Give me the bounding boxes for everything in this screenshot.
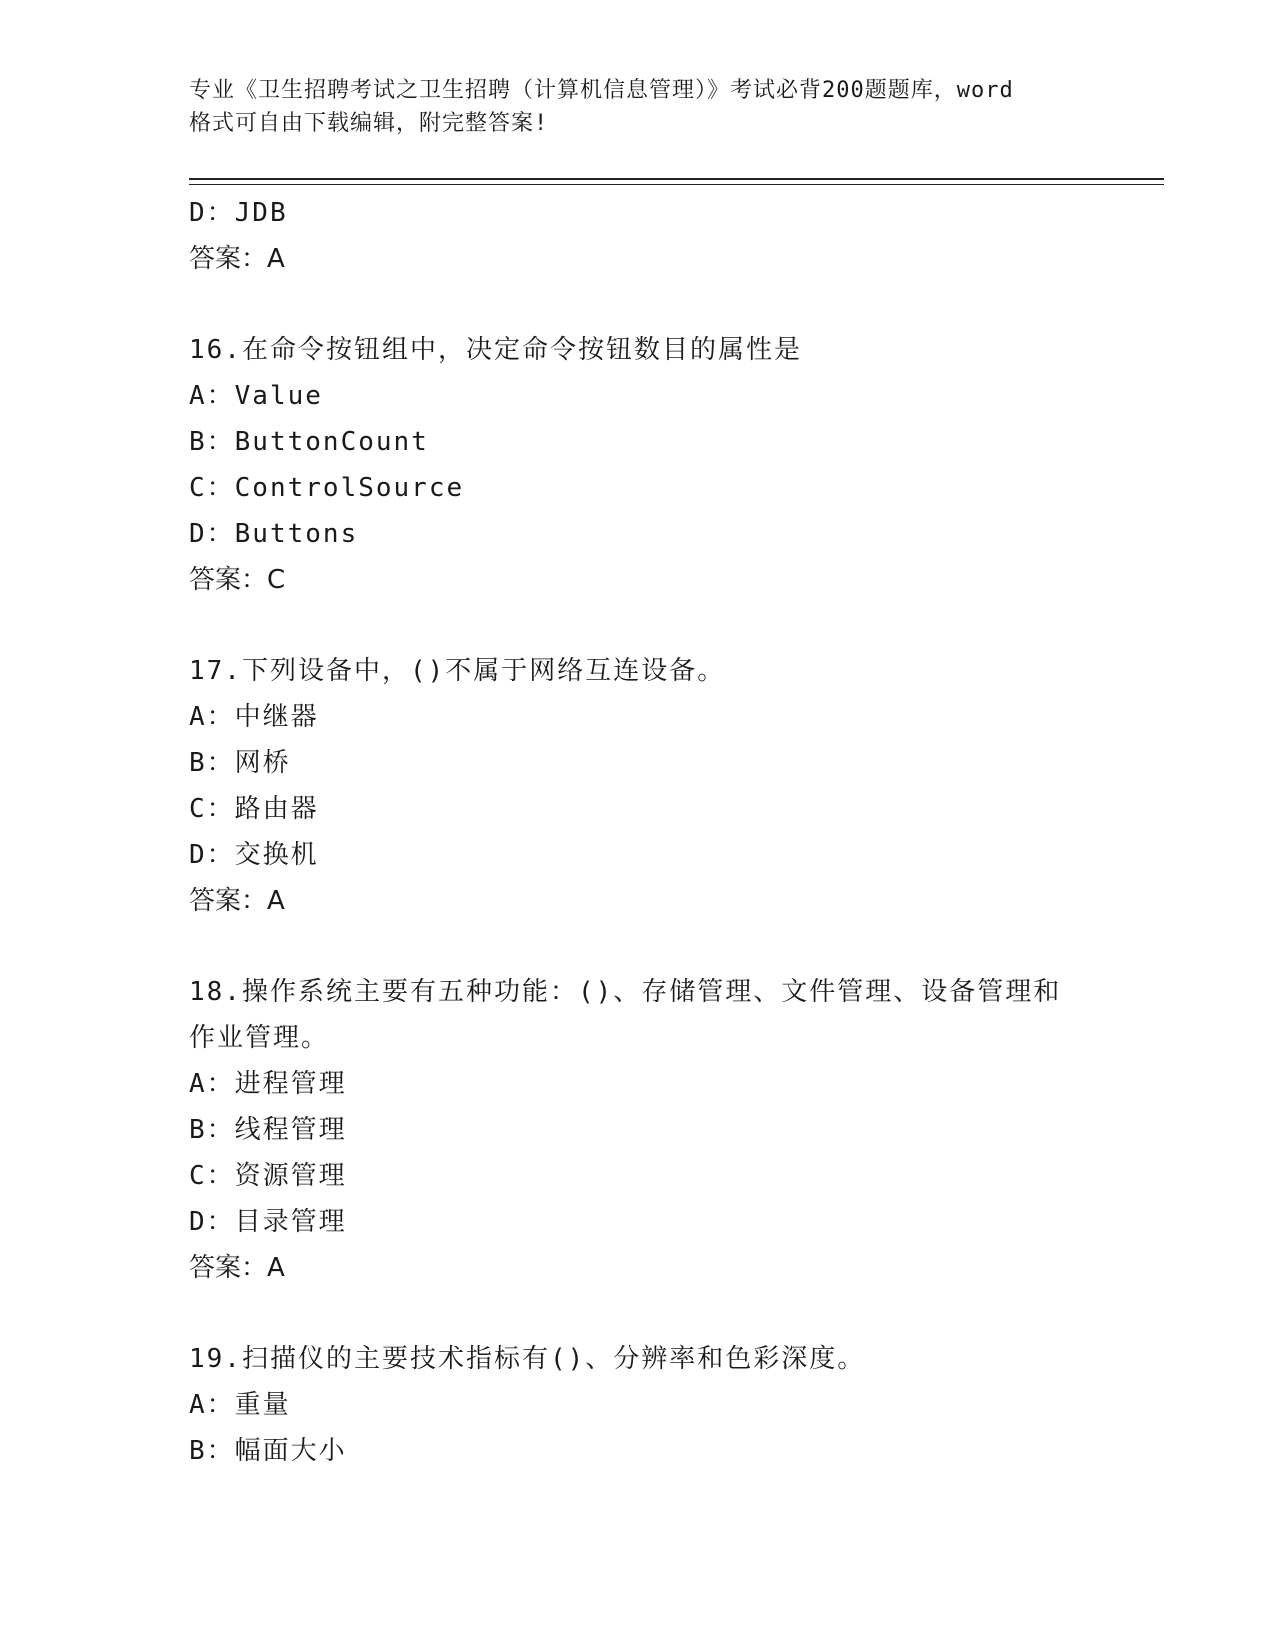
option-c: C：路由器 bbox=[189, 794, 319, 824]
header-title-line-1: 专业《卫生招聘考试之卫生招聘（计算机信息管理）》考试必背200题题库，word bbox=[189, 78, 1014, 103]
option-b: B：线程管理 bbox=[189, 1115, 347, 1145]
answer-line: 答案：A bbox=[189, 244, 285, 274]
answer-line: 答案：C bbox=[189, 565, 286, 595]
header-title-line-2: 格式可自由下载编辑，附完整答案! bbox=[189, 111, 549, 136]
question-list bbox=[189, 190, 1164, 1474]
question-18 bbox=[189, 969, 1164, 1291]
header-divider-thin bbox=[189, 184, 1164, 185]
option-b: B：网桥 bbox=[189, 748, 291, 778]
question-16 bbox=[189, 327, 1164, 603]
option-d: D：目录管理 bbox=[189, 1207, 347, 1237]
question-stem: 19.扫描仪的主要技术指标有()、分辨率和色彩深度。 bbox=[189, 1344, 866, 1374]
question-stem-line-2: 作业管理。 bbox=[189, 1023, 330, 1053]
header-divider-thick bbox=[189, 178, 1164, 180]
option-b: B：幅面大小 bbox=[189, 1436, 347, 1466]
option-a: A：中继器 bbox=[189, 702, 319, 732]
question-19 bbox=[189, 1336, 1164, 1474]
answer-line: 答案：A bbox=[189, 1253, 285, 1283]
document-header bbox=[189, 74, 1109, 140]
option-a: A：进程管理 bbox=[189, 1069, 347, 1099]
option-c: C：资源管理 bbox=[189, 1161, 347, 1191]
option-d: D：交换机 bbox=[189, 840, 319, 870]
question-stem: 16.在命令按钮组中，决定命令按钮数目的属性是 bbox=[189, 335, 802, 365]
question-stem-line-1: 18.操作系统主要有五种功能：()、存储管理、文件管理、设备管理和 bbox=[189, 977, 1062, 1007]
answer-line: 答案：A bbox=[189, 886, 285, 916]
question-17 bbox=[189, 648, 1164, 924]
option-a: A：重量 bbox=[189, 1390, 291, 1420]
option-c: C：ControlSource bbox=[189, 473, 465, 503]
option-a: A：Value bbox=[189, 381, 323, 411]
option-d: D：JDB bbox=[189, 198, 288, 228]
question-stem: 17.下列设备中，()不属于网络互连设备。 bbox=[189, 656, 726, 686]
option-b: B：ButtonCount bbox=[189, 427, 429, 457]
option-d: D：Buttons bbox=[189, 519, 359, 549]
